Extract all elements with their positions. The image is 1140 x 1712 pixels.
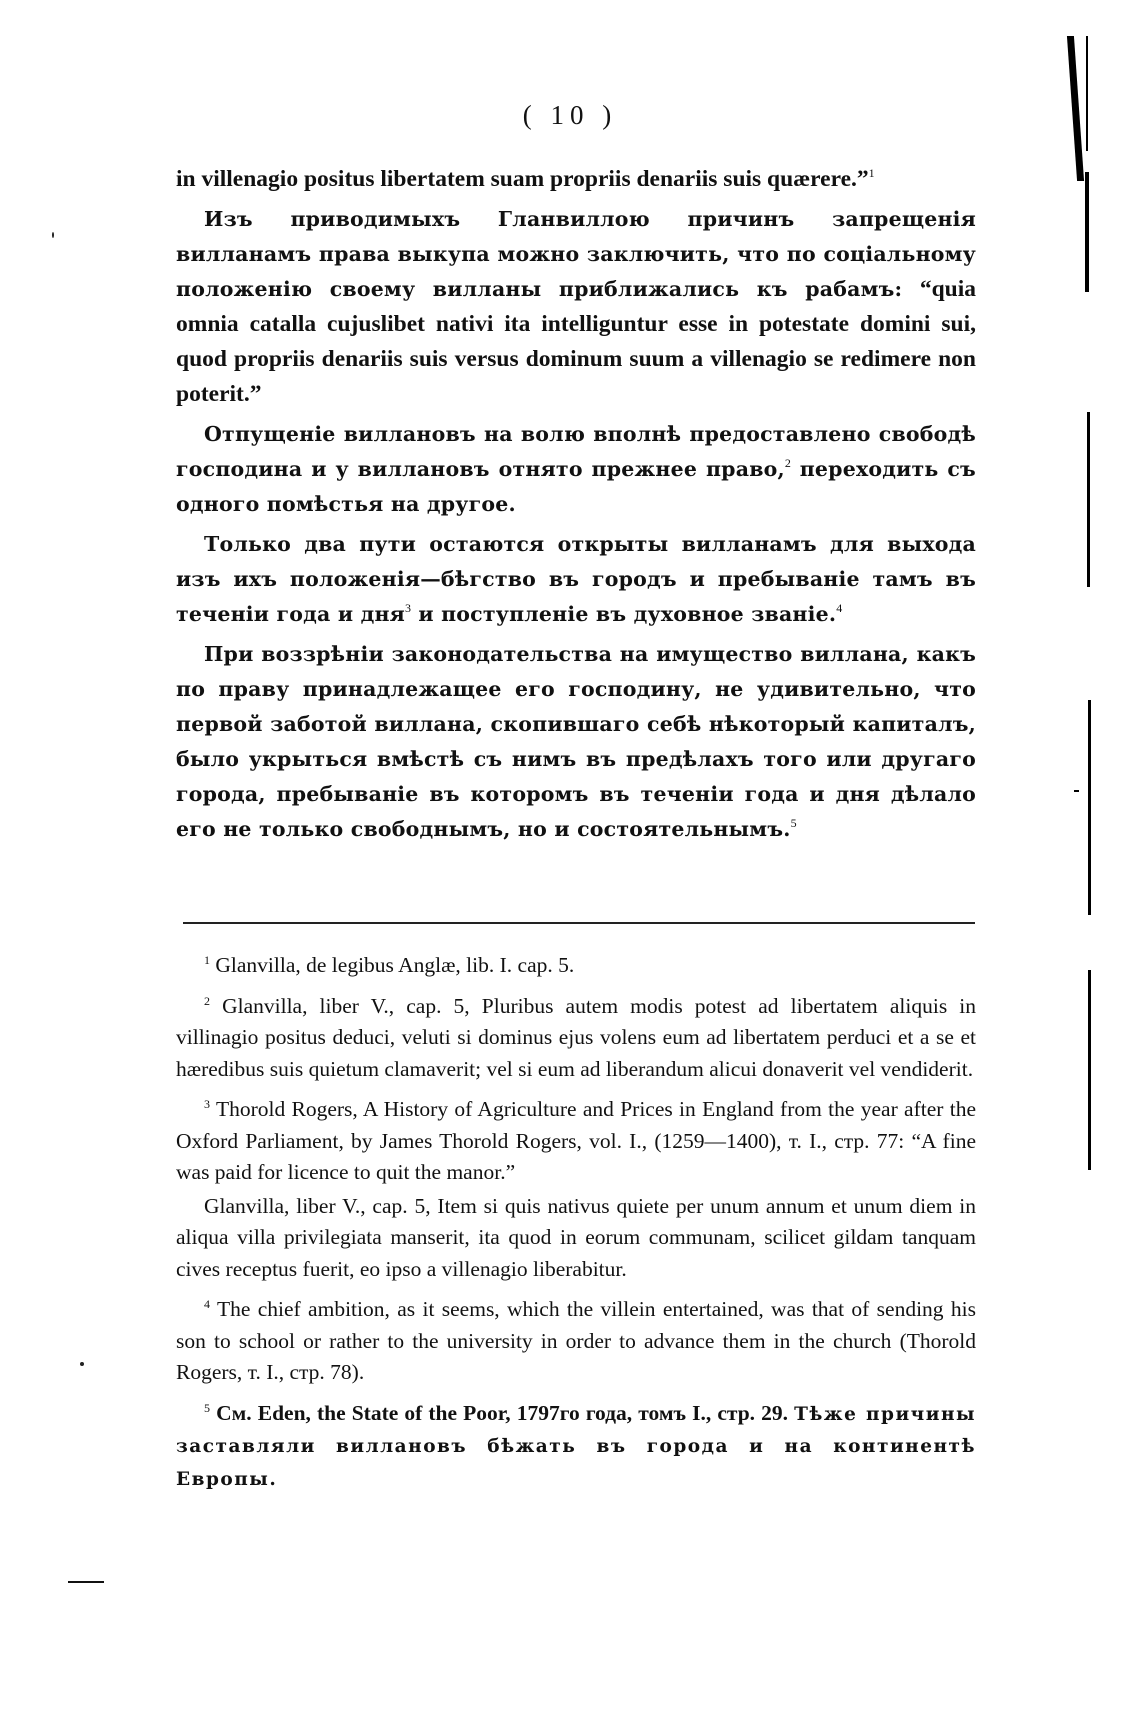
footnote-text: Glanvilla, liber V., cap. 5, Pluribus autem modis potest ad libertatem aliquis in villinagio positus deduci, veluti si dominus ejus volens eum ad libertatem perduci et a se et hæredibus suis quietum clamaverit; vel si eum ad liberandum alicui donaverit vel vendiderit. [176,993,976,1081]
footnote-ref-4[interactable]: 4 [836,601,843,616]
margin-dash [68,1581,104,1583]
footnote-separator-rule [183,922,975,924]
paragraph-1-text: in villenagio positus libertatem suam propriis denariis suis quærere.” [176,166,869,192]
scan-edge-shadow [1086,36,1088,151]
margin-dot [80,1362,84,1366]
footnote-5 [176,1398,976,1496]
paragraph-5-text: При воззрѣніи законодательства на имущество виллана, какъ по праву принадлежащее его господину, не удивительно, что первой заботой виллана, скопившаго себѣ нѣкоторый капиталъ, было укрыться вмѣстѣ съ нимъ въ предѣлахъ того или другаго города, пребываніе въ которомъ въ теченіи года и дня дѣлало его не только свободнымъ, но и состоятельнымъ. [176,642,976,841]
body-text [176,162,976,852]
footnote-text: The chief ambition, as it seems, which the villein entertained, was that of sending his son to school or rather to the university in order to advance them in the church (Thorold Rogers, т. I., стр. 78). [176,1297,976,1384]
footnote-text-russian: Тѣже причины заставляли виллановъ бѣжать въ города и на континентѣ Европы. [176,1403,977,1490]
footnote-marker: 4 [204,1296,210,1311]
paragraph-3 [176,417,976,522]
paragraph-3-text-a: Отпущеніе виллановъ на волю вполнѣ предоставлено свободѣ господина и у виллановъ отнято прежнее право, [176,422,976,481]
footnote-marker: 1 [204,952,210,967]
footnote-3 [176,1094,976,1189]
footnote-marker: 5 [204,1400,210,1415]
paragraph-4-text-a: Только два пути остаются открыты вилланамъ для выхода изъ ихъ положенія—бѣгство въ городъ и пребываніе тамъ въ теченіи года и дня [176,532,976,626]
footnote-ref-1[interactable]: 1 [868,166,875,181]
footnote-text: Glanvilla, de legibus Anglæ, lib. I. cap. 5. [215,953,575,977]
paragraph-2 [176,202,976,412]
paragraph-2-russian: Изъ приводимыхъ Гланвиллою причинъ запрещенія вилланамъ права выкупа можно заключить, что по соціальному положенію своему вилланы приближались къ рабамъ: [176,207,976,301]
footnote-text: Glanvilla, liber V., cap. 5, Item si quis nativus quiete per unum annum et unum diem in aliqua villa privilegiata manserit, ita quod in eorum communam, scilicet gildam tanquam cives receptus fuerit, eo ipso a villenagio liberabitur. [176,1193,976,1281]
footnote-ref-2[interactable]: 2 [784,456,791,471]
page-number: ( 10 ) [522,100,618,130]
paragraph-4 [176,527,976,632]
scan-edge-shadow [1074,790,1079,792]
paragraph-2-latin-quote: “quia omnia catalla cujuslibet nativi ita intelliguntur esse in potestate domini sui, quod propriis denariis suis versus dominum suum a villenagio se redimere non poterit.” [176,276,976,407]
footnote-3-continuation [176,1191,976,1286]
scan-edge-shadow [1087,412,1090,587]
footnote-marker: 3 [204,1096,210,1111]
footnote-2 [176,991,976,1086]
scan-edge-shadow [1088,970,1091,1170]
paragraph-1 [176,162,976,197]
footnote-text: См. Eden, the State of the Poor, 1797го года, томъ I., стр. 29. [216,1400,789,1425]
footnote-ref-3[interactable]: 3 [405,601,411,616]
footnotes [176,950,976,1504]
scan-edge-shadow [1088,700,1091,915]
paragraph-4-text-b: и поступленіе въ духовное званіе. [411,602,837,626]
footnote-marker: 2 [204,993,210,1008]
scan-edge-shadow [1085,172,1089,292]
footnote-text: Thorold Rogers, A History of Agriculture and Prices in England from the year after the Oxford Parliament, by James Thorold Rogers, vol. I., (1259—1400), т. I., стр. 77: “A fine was paid for licence to quit the manor.” [176,1097,976,1184]
paragraph-3-text-b: переходить съ одного помѣстья на другое. [176,457,976,516]
footnote-4 [176,1294,976,1389]
footnote-ref-5[interactable]: 5 [790,816,797,831]
paragraph-5 [176,637,976,847]
footnote-1 [176,950,976,982]
margin-dot [52,232,54,238]
